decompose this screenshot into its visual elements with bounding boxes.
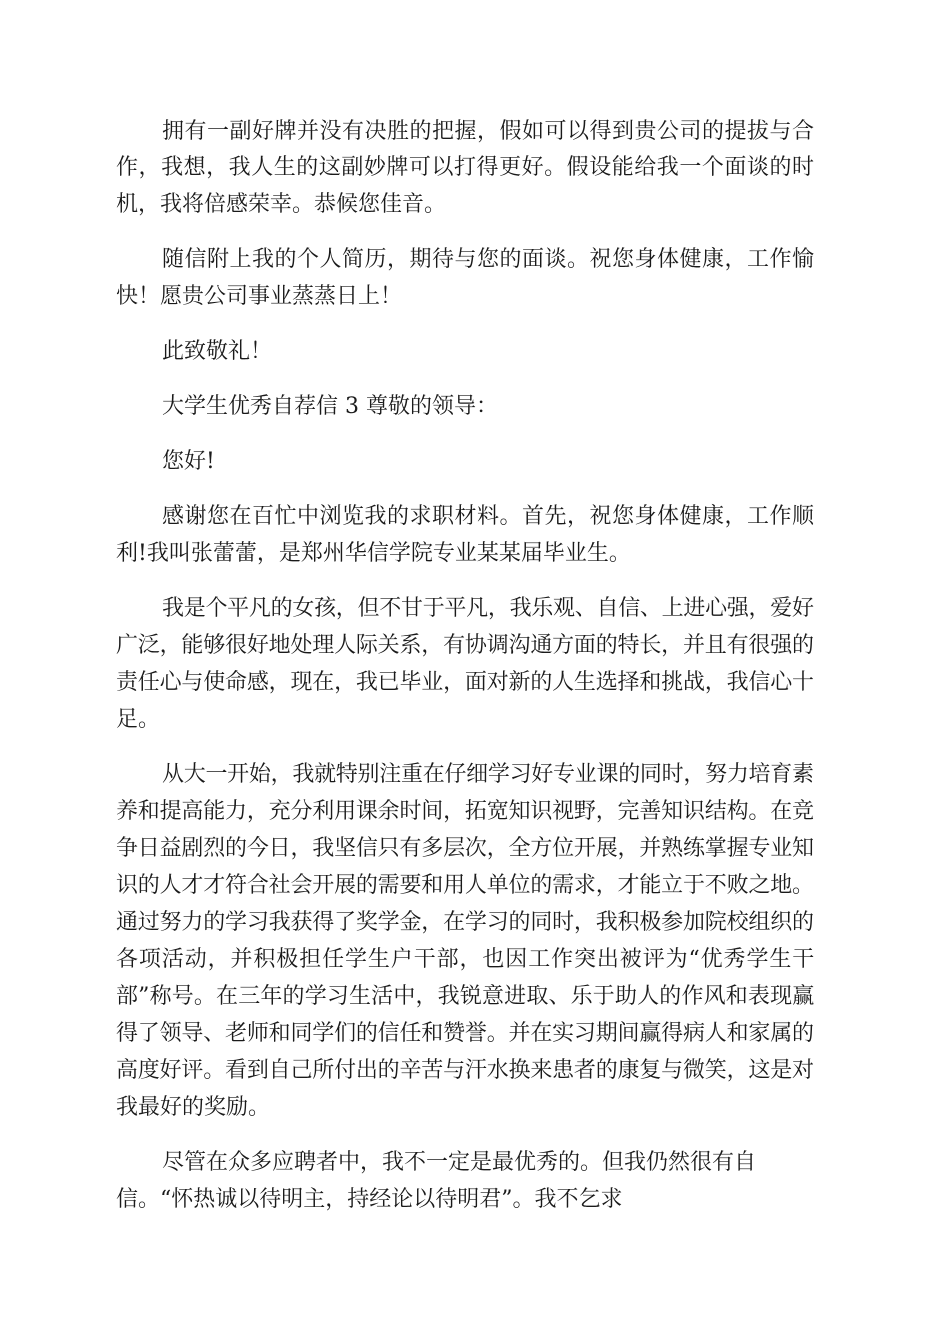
paragraph-line: 部”称号。在三年的学习生活中，我锐意进取、乐于助人的作风和表现赢 <box>116 984 815 1009</box>
paragraph-line: 通过努力的学习我获得了奖学金，在学习的同时，我积极参加院校组织的 <box>116 910 814 935</box>
closing-salutation: 此致敬礼！ <box>162 339 273 364</box>
paragraph-line: 随信附上我的个人简历，期待与您的面谈。祝您身体健康，工作愉 <box>162 247 815 272</box>
paragraph-line: 识的人才才符合社会开展的需要和用人单位的需求，才能立于不败之地。 <box>116 873 814 898</box>
paragraph-line: 机，我将倍感荣幸。恭候您佳音。 <box>116 192 447 217</box>
paragraph-line: 尽管在众多应聘者中，我不一定是最优秀的。但我仍然很有自 <box>162 1150 757 1175</box>
paragraph-line: 快！愿贵公司事业蒸蒸日上！ <box>116 284 403 309</box>
letter-heading: 大学生优秀自荐信 3 尊敬的领导： <box>162 394 498 419</box>
greeting: 您好! <box>162 449 215 474</box>
paragraph-line: 高度好评。看到自己所付出的辛苦与汗水换来患者的康复与微笑，这是对 <box>116 1058 814 1083</box>
paragraph-line: 信。“怀热诚以待明主，持经论以待明君”。我不乞求 <box>116 1187 623 1212</box>
paragraph-line: 争日益剧烈的今日，我坚信只有多层次，全方位开展，并熟练掌握专业知 <box>116 836 814 861</box>
paragraph-line: 养和提高能力，充分利用课余时间，拓宽知识视野，完善知识结构。在竞 <box>116 799 814 824</box>
paragraph-line: 拥有一副好牌并没有决胜的把握，假如可以得到贵公司的提拔与合 <box>162 119 815 144</box>
paragraph-line: 利!我叫张蕾蕾，是郑州华信学院专业某某届毕业生。 <box>116 541 631 566</box>
paragraph-line: 各项活动，并积极担任学生户干部，也因工作突出被评为“优秀学生干 <box>116 947 816 972</box>
paragraph-line: 我最好的奖励。 <box>116 1095 271 1120</box>
paragraph-line: 从大一开始，我就特别注重在仔细学习好专业课的同时，努力培育素 <box>162 762 814 787</box>
paragraph-line: 我是个平凡的女孩，但不甘于平凡，我乐观、自信、上进心强，爱好 <box>162 596 814 621</box>
paragraph-line: 责任心与使命感，现在，我已毕业，面对新的人生选择和挑战，我信心十 <box>116 670 814 695</box>
paragraph-line: 得了领导、老师和同学们的信任和赞誉。并在实习期间赢得病人和家属的 <box>116 1021 814 1046</box>
paragraph-line: 作，我想，我人生的这副妙牌可以打得更好。假设能给我一个面谈的时 <box>116 155 815 180</box>
paragraph-line: 广泛，能够很好地处理人际关系，有协调沟通方面的特长，并且有很强的 <box>116 633 814 658</box>
paragraph-line: 感谢您在百忙中浏览我的求职材料。首先，祝您身体健康，工作顺 <box>162 504 815 529</box>
paragraph-line: 足。 <box>116 707 161 732</box>
